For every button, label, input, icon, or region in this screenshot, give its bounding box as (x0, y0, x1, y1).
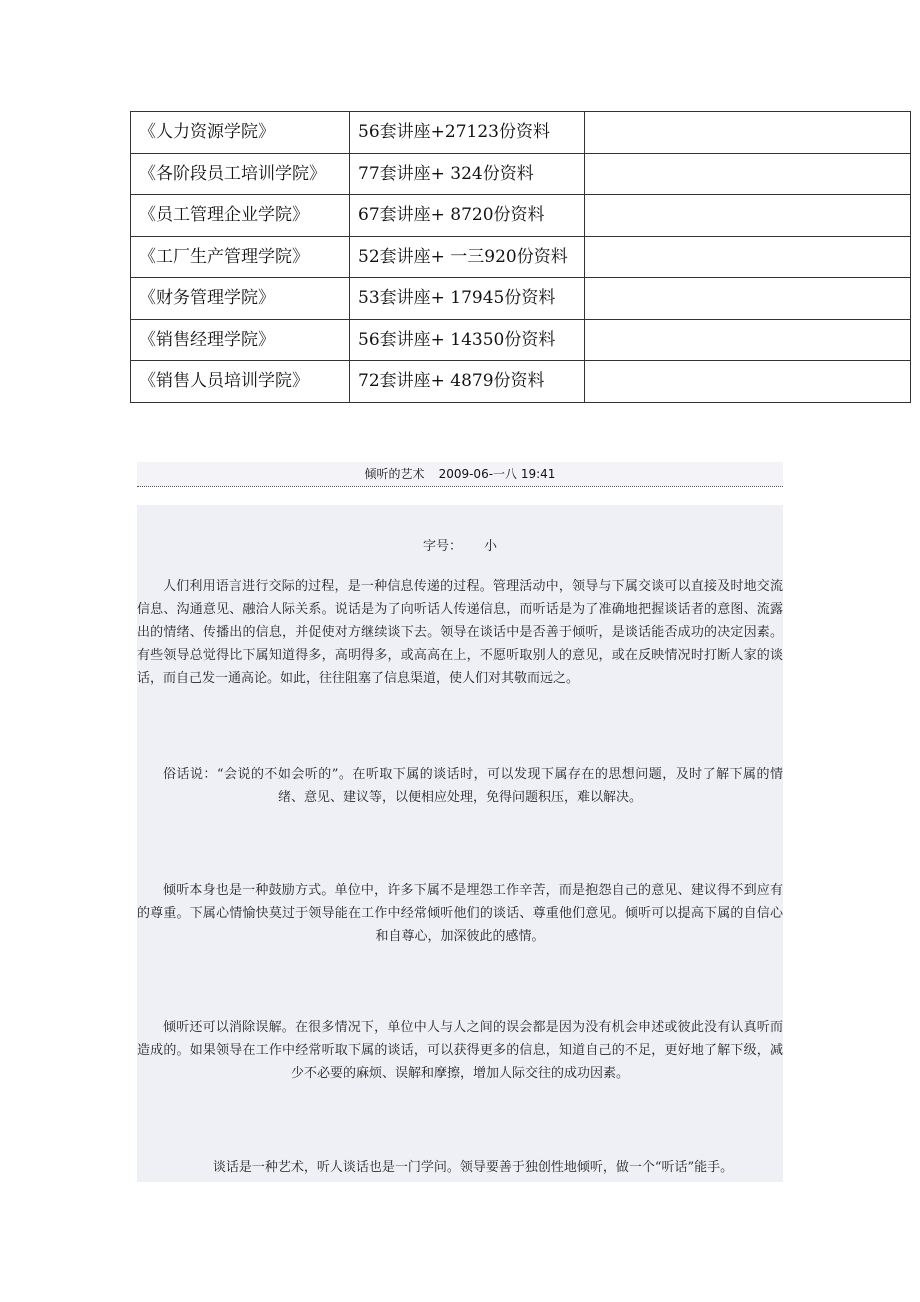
course-extra-cell (585, 319, 911, 361)
table-row (131, 153, 911, 195)
table-row (131, 319, 911, 361)
article-datetime: 2009-06-一八 19:41 (438, 467, 556, 481)
course-extra-cell (585, 361, 911, 403)
course-extra-cell (585, 153, 911, 195)
course-extra-cell (585, 195, 911, 237)
course-content-cell: 56套讲座+27123份资料 (350, 112, 585, 154)
font-size-control (137, 535, 783, 558)
course-name-cell: 《销售人员培训学院》 (131, 361, 350, 403)
table-row (131, 112, 911, 154)
course-content-cell: 77套讲座+ 324份资料 (350, 153, 585, 195)
course-content-cell: 53套讲座+ 17945份资料 (350, 278, 585, 320)
course-content-cell: 72套讲座+ 4879份资料 (350, 361, 585, 403)
article-paragraph: 俗话说：“会说的不如会听的”。在听取下属的谈话时，可以发现下属存在的思想问题，及时了解下属的情绪、意见、建议等，以便相应处理，免得问题积压，难以解决。 (163, 767, 783, 805)
course-extra-cell (585, 236, 911, 278)
article-paragraph: 倾听本身也是一种鼓励方式。单位中，许多下属不是埋怨工作辛苦，而是抱怨自己的意见、建议得不到应有的尊重。下属心情愉快莫过于领导能在工作中经常倾听他们的谈话、尊重他们意见。倾听可以提高下属的自信心和自尊心，加深彼此的感情。 (137, 883, 783, 944)
course-name-cell: 《销售经理学院》 (131, 319, 350, 361)
course-content-cell: 67套讲座+ 8720份资料 (350, 195, 585, 237)
course-content-cell: 56套讲座+ 14350份资料 (350, 319, 585, 361)
article-paragraph: 人们利用语言进行交际的过程，是一种信息传递的过程。管理活动中，领导与下属交谈可以直接及时地交流信息、沟通意见、融洽人际关系。说话是为了向听话人传递信息，而听话是为了准确地把握谈话者的意图、流露出的情绪、传播出的信息，并促使对方继续谈下去。领导在谈话中是否善于倾听，是谈话能否成功的决定因素。有些领导总觉得比下属知道得多，高明得多，或高高在上，不愿听取别人的意见，或在反映情况时打断人家的谈话，而自己发一通高论。如此，往往阻塞了信息渠道，使人们对其敬而远之。 (137, 579, 783, 686)
article-title: 倾听的艺术 (364, 467, 425, 481)
article-paragraph: 倾听还可以消除误解。在很多情况下，单位中人与人之间的误会都是因为没有机会申述或彼此没有认真听而造成的。如果领导在工作中经常听取下属的谈话，可以获得更多的信息，知道自己的不足，更好地了解下级，减少不必要的麻烦、误解和摩擦，增加人际交往的成功因素。 (137, 1020, 783, 1081)
course-content-cell: 52套讲座+ 一三920份资料 (350, 236, 585, 278)
course-extra-cell (585, 112, 911, 154)
table-row (131, 278, 911, 320)
article-header (137, 462, 783, 487)
table-row (131, 361, 911, 403)
font-size-value[interactable]: 小 (484, 539, 498, 554)
font-size-label: 字号： (422, 539, 462, 554)
table-row (131, 236, 911, 278)
course-table (130, 111, 911, 403)
article-paragraph: 谈话是一种艺术，听人谈话也是一门学问。领导要善于独创性地倾听，做一个“听话”能手。 (212, 1160, 734, 1175)
course-name-cell: 《员工管理企业学院》 (131, 195, 350, 237)
course-name-cell: 《财务管理学院》 (131, 278, 350, 320)
course-table-body (131, 112, 911, 403)
article-body (137, 505, 783, 1182)
course-name-cell: 《人力资源学院》 (131, 112, 350, 154)
table-row (131, 195, 911, 237)
course-name-cell: 《各阶段员工培训学院》 (131, 153, 350, 195)
course-name-cell: 《工厂生产管理学院》 (131, 236, 350, 278)
course-extra-cell (585, 278, 911, 320)
